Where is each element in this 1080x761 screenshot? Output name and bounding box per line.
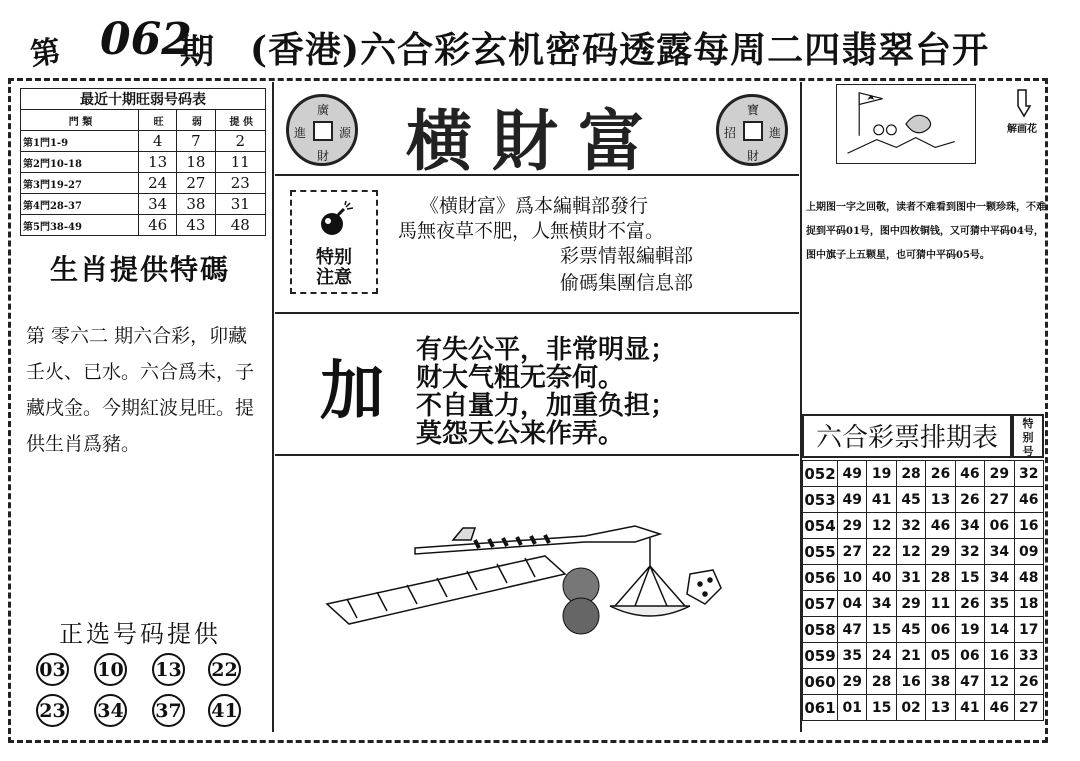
pick-number: 03 xyxy=(36,653,69,686)
table-row xyxy=(803,487,1044,513)
schedule-number: 04 xyxy=(838,591,867,617)
schedule-issue: 055 xyxy=(803,539,838,565)
cell: 13 xyxy=(139,152,177,173)
schedule-number: 02 xyxy=(896,695,925,721)
bomb-icon xyxy=(316,200,356,240)
schedule-number: 29 xyxy=(985,461,1014,487)
special-char: 号 xyxy=(1022,445,1034,458)
schedule-number: 32 xyxy=(896,513,925,539)
coin-char: 進 xyxy=(294,126,307,140)
col-header: 弱 xyxy=(177,110,215,131)
schedule-number: 31 xyxy=(896,565,925,591)
cell: 38 xyxy=(177,194,215,215)
col-header: 提 供 xyxy=(215,110,265,131)
cell: 27 xyxy=(177,173,215,194)
schedule-number: 19 xyxy=(955,617,984,643)
table-row xyxy=(803,617,1044,643)
special-char: 特 xyxy=(1022,417,1034,430)
schedule-number: 18 xyxy=(1014,591,1043,617)
schedule-number: 48 xyxy=(1014,565,1043,591)
schedule-number: 49 xyxy=(838,487,867,513)
schedule-number: 12 xyxy=(867,513,896,539)
schedule-number: 29 xyxy=(926,539,955,565)
schedule-number: 24 xyxy=(867,643,896,669)
publisher-line: 馬無夜草不肥，人無横財不富。 xyxy=(398,220,665,242)
schedule-number: 34 xyxy=(985,539,1014,565)
schedule-number: 01 xyxy=(838,695,867,721)
table-row xyxy=(21,215,266,236)
row-label: 第2門10-18 xyxy=(21,152,139,173)
schedule-number: 46 xyxy=(926,513,955,539)
table-row xyxy=(803,539,1044,565)
coin-char: 廣 xyxy=(317,103,330,117)
schedule-number: 41 xyxy=(955,695,984,721)
schedule-title: 六合彩票排期表 xyxy=(802,414,1012,458)
pick-number: 41 xyxy=(208,694,241,727)
schedule-number: 21 xyxy=(896,643,925,669)
schedule-number: 10 xyxy=(838,565,867,591)
cell: 34 xyxy=(139,194,177,215)
table-row xyxy=(803,461,1044,487)
schedule-number: 26 xyxy=(1014,669,1043,695)
cell: 31 xyxy=(215,194,265,215)
table-row xyxy=(803,643,1044,669)
schedule-number: 27 xyxy=(985,487,1014,513)
schedule-issue: 052 xyxy=(803,461,838,487)
schedule-issue: 057 xyxy=(803,591,838,617)
schedule-issue: 061 xyxy=(803,695,838,721)
zodiac-title: 生肖提供特碼 xyxy=(49,253,230,286)
cell: 24 xyxy=(139,173,177,194)
schedule-number: 32 xyxy=(1014,461,1043,487)
schedule-number: 15 xyxy=(955,565,984,591)
schedule-number: 40 xyxy=(867,565,896,591)
schedule-issue: 060 xyxy=(803,669,838,695)
row-label: 第5門38-49 xyxy=(21,215,139,236)
issue-number: 062 xyxy=(100,14,192,65)
schedule-number: 17 xyxy=(1014,617,1043,643)
page-header xyxy=(28,10,1060,73)
schedule-number: 29 xyxy=(838,669,867,695)
pointing-hand-icon xyxy=(1012,86,1036,120)
coin-char: 寶 xyxy=(747,103,760,117)
coin-char: 招 xyxy=(724,126,737,140)
table-row xyxy=(803,669,1044,695)
table-row xyxy=(803,695,1044,721)
schedule-number: 05 xyxy=(926,643,955,669)
page-title: (香港)六合彩玄机密码透露每周二四翡翠台开 xyxy=(250,29,990,71)
banner-title: 横財富 xyxy=(406,102,664,180)
schedule-number: 28 xyxy=(867,669,896,695)
coin-char: 進 xyxy=(769,126,782,140)
schedule-number: 46 xyxy=(1014,487,1043,513)
coin-char: 源 xyxy=(339,126,352,140)
schedule-number: 15 xyxy=(867,695,896,721)
schedule-special-header xyxy=(1012,414,1044,458)
poem-line: 财大气粗无奈何。 xyxy=(416,363,625,393)
row-label: 第1門1-9 xyxy=(21,131,139,152)
table-row xyxy=(21,152,266,173)
cell: 43 xyxy=(177,215,215,236)
schedule-number: 16 xyxy=(896,669,925,695)
schedule-number: 19 xyxy=(867,461,896,487)
pick-number: 10 xyxy=(94,653,127,686)
schedule-number: 11 xyxy=(926,591,955,617)
schedule-number: 46 xyxy=(955,461,984,487)
cell: 48 xyxy=(215,215,265,236)
schedule-number: 06 xyxy=(926,617,955,643)
zodiac-text: 第 零六二 期六合彩，卯藏壬火、已水。六合爲未，子藏戌金。今期紅波見旺。提供生肖爲豬。 xyxy=(26,325,255,455)
col-header: 門 類 xyxy=(21,110,139,131)
schedule-number: 45 xyxy=(896,617,925,643)
schedule-number: 12 xyxy=(985,669,1014,695)
schedule-number: 14 xyxy=(985,617,1014,643)
schedule-number: 13 xyxy=(926,695,955,721)
header-di: 第 xyxy=(28,34,63,73)
schedule-number: 41 xyxy=(867,487,896,513)
table-row xyxy=(21,173,266,194)
hint-picture xyxy=(836,84,976,164)
pick-number: 13 xyxy=(152,653,185,686)
picks-title: 正选号码提供 xyxy=(59,620,221,648)
coin-char: 財 xyxy=(747,149,760,163)
schedule-number: 28 xyxy=(896,461,925,487)
schedule-issue: 058 xyxy=(803,617,838,643)
recent-hot-cold-table xyxy=(20,88,266,236)
schedule-issue: 059 xyxy=(803,643,838,669)
schedule-number: 34 xyxy=(867,591,896,617)
cell: 23 xyxy=(215,173,265,194)
poem-line: 不自量力，加重负担； xyxy=(416,391,677,421)
schedule-number: 29 xyxy=(896,591,925,617)
schedule-number: 34 xyxy=(985,565,1014,591)
poem-big-char: 加 xyxy=(320,355,384,429)
schedule-number: 13 xyxy=(926,487,955,513)
special-char: 别 xyxy=(1022,431,1034,444)
cell: 46 xyxy=(139,215,177,236)
schedule-number: 26 xyxy=(926,461,955,487)
schedule-number: 45 xyxy=(896,487,925,513)
scale-illustration xyxy=(275,456,799,732)
schedule-number: 34 xyxy=(955,513,984,539)
schedule-number: 22 xyxy=(867,539,896,565)
notice-box xyxy=(290,190,378,294)
row-label: 第4門28-37 xyxy=(21,194,139,215)
schedule-number: 28 xyxy=(926,565,955,591)
schedule-number: 27 xyxy=(838,539,867,565)
col-header: 旺 xyxy=(139,110,177,131)
coin-right-icon xyxy=(716,94,788,166)
table-row xyxy=(803,565,1044,591)
schedule-number: 29 xyxy=(838,513,867,539)
schedule-number: 06 xyxy=(955,643,984,669)
schedule-number: 16 xyxy=(985,643,1014,669)
schedule-issue: 054 xyxy=(803,513,838,539)
pick-number: 23 xyxy=(36,694,69,727)
schedule-number: 12 xyxy=(896,539,925,565)
schedule-number: 16 xyxy=(1014,513,1043,539)
signature-line: 彩票情報編輯部 xyxy=(560,245,694,267)
schedule-issue: 056 xyxy=(803,565,838,591)
notice-label-1: 特别 xyxy=(316,247,352,268)
table-caption: 最近十期旺弱号码表 xyxy=(21,89,266,110)
poem-text xyxy=(416,336,776,448)
schedule-number: 27 xyxy=(1014,695,1043,721)
cell: 4 xyxy=(139,131,177,152)
schedule-number: 26 xyxy=(955,591,984,617)
header-qi: 期 xyxy=(180,32,214,72)
cell: 2 xyxy=(215,131,265,152)
poem-line: 有失公平，非常明显； xyxy=(416,335,677,365)
publisher-text xyxy=(398,194,778,244)
schedule-number: 47 xyxy=(955,669,984,695)
signature-line: 偷碼集團信息部 xyxy=(560,272,694,294)
schedule-number: 46 xyxy=(985,695,1014,721)
pick-number: 37 xyxy=(152,694,185,727)
schedule-table xyxy=(802,460,1044,721)
schedule-issue: 053 xyxy=(803,487,838,513)
schedule-number: 09 xyxy=(1014,539,1043,565)
hint-clue-text: 上期图一字之回敬，读者不难看到图中一颗珍珠，不难捉到平码01号，图中四枚铜钱，又可猜中平码04号，图中旗子上五颗星，也可猜中平码05号。 xyxy=(806,202,1046,261)
schedule-number: 49 xyxy=(838,461,867,487)
coin-left-icon xyxy=(286,94,358,166)
coin-char: 財 xyxy=(317,149,330,163)
schedule-number: 47 xyxy=(838,617,867,643)
schedule-number: 33 xyxy=(1014,643,1043,669)
pick-number: 34 xyxy=(94,694,127,727)
cell: 18 xyxy=(177,152,215,173)
schedule-number: 35 xyxy=(838,643,867,669)
table-row xyxy=(21,194,266,215)
table-row xyxy=(803,513,1044,539)
poem-line: 莫怨天公来作弄。 xyxy=(416,419,625,449)
schedule-number: 26 xyxy=(955,487,984,513)
schedule-number: 38 xyxy=(926,669,955,695)
notice-label-2: 注意 xyxy=(316,267,352,288)
publisher-line: 《横財富》爲本編輯部發行 xyxy=(420,195,649,217)
row-label: 第3門19-27 xyxy=(21,173,139,194)
schedule-number: 32 xyxy=(955,539,984,565)
schedule-number: 35 xyxy=(985,591,1014,617)
table-row xyxy=(21,131,266,152)
pick-number: 22 xyxy=(208,653,241,686)
hint-label: 解画花 xyxy=(1007,124,1037,135)
publisher-signature xyxy=(560,244,780,296)
table-row xyxy=(803,591,1044,617)
cell: 11 xyxy=(215,152,265,173)
cell: 7 xyxy=(177,131,215,152)
schedule-number: 06 xyxy=(985,513,1014,539)
schedule-number: 15 xyxy=(867,617,896,643)
